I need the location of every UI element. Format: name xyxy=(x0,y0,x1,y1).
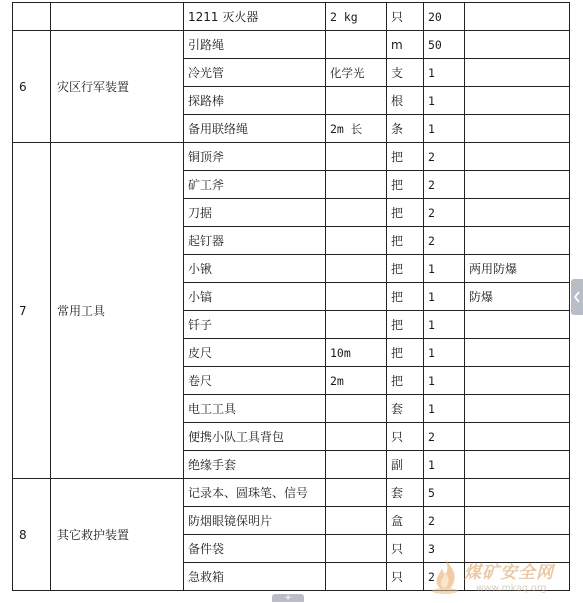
item-note-cell xyxy=(465,479,570,507)
site-watermark xyxy=(428,556,578,600)
item-spec-cell xyxy=(326,143,387,171)
item-note-cell xyxy=(465,507,570,535)
item-name-cell: 钎子 xyxy=(184,311,326,339)
item-spec-cell xyxy=(326,283,387,311)
item-note-cell: 防爆 xyxy=(465,283,570,311)
item-note-cell xyxy=(465,143,570,171)
item-quantity-cell: 1 xyxy=(424,59,465,87)
item-quantity-cell: 3 xyxy=(424,535,465,563)
item-note-cell xyxy=(465,3,570,31)
equipment-table xyxy=(12,2,570,591)
item-name-cell: 电工工具 xyxy=(184,395,326,423)
item-quantity-cell: 1 xyxy=(424,339,465,367)
item-quantity-cell: 1 xyxy=(424,451,465,479)
item-unit-cell: 把 xyxy=(387,171,424,199)
item-unit-cell: 根 xyxy=(387,87,424,115)
item-name-cell: 急救箱 xyxy=(184,563,326,591)
item-spec-cell xyxy=(326,199,387,227)
item-spec-cell: 10m xyxy=(326,339,387,367)
item-quantity-cell: 50 xyxy=(424,31,465,59)
item-unit-cell: 只 xyxy=(387,3,424,31)
item-note-cell xyxy=(465,59,570,87)
table-row xyxy=(13,31,570,59)
item-name-cell: 铜顶斧 xyxy=(184,143,326,171)
item-unit-cell: 把 xyxy=(387,199,424,227)
item-name-cell: 起钉器 xyxy=(184,227,326,255)
item-note-cell xyxy=(465,31,570,59)
item-note-cell: 两用防爆 xyxy=(465,255,570,283)
item-spec-cell xyxy=(326,451,387,479)
item-name-cell: 引路绳 xyxy=(184,31,326,59)
group-number-cell xyxy=(13,3,51,31)
item-spec-cell xyxy=(326,255,387,283)
item-unit-cell: 副 xyxy=(387,451,424,479)
item-name-cell: 探路棒 xyxy=(184,87,326,115)
item-note-cell xyxy=(465,367,570,395)
group-category-cell: 其它救护装置 xyxy=(51,479,184,591)
item-spec-cell: 2m 长 xyxy=(326,115,387,143)
item-quantity-cell: 1 xyxy=(424,115,465,143)
item-unit-cell: 只 xyxy=(387,563,424,591)
item-unit-cell: 把 xyxy=(387,143,424,171)
item-spec-cell xyxy=(326,507,387,535)
group-number-cell: 8 xyxy=(13,479,51,591)
side-collapse-tab[interactable] xyxy=(571,279,583,315)
item-name-cell: 卷尺 xyxy=(184,367,326,395)
item-name-cell: 小镐 xyxy=(184,283,326,311)
item-name-cell: 备用联络绳 xyxy=(184,115,326,143)
add-row-tab[interactable] xyxy=(272,594,304,602)
item-spec-cell: 2 kg xyxy=(326,3,387,31)
item-unit-cell: 把 xyxy=(387,227,424,255)
item-unit-cell: 只 xyxy=(387,535,424,563)
item-unit-cell: 只 xyxy=(387,423,424,451)
item-name-cell: 刀据 xyxy=(184,199,326,227)
item-quantity-cell: 2 xyxy=(424,143,465,171)
item-unit-cell: 把 xyxy=(387,255,424,283)
item-spec-cell: 2m xyxy=(326,367,387,395)
item-note-cell xyxy=(465,227,570,255)
item-quantity-cell: 2 xyxy=(424,507,465,535)
item-note-cell xyxy=(465,311,570,339)
item-quantity-cell: 2 xyxy=(424,199,465,227)
item-spec-cell xyxy=(326,31,387,59)
item-unit-cell: 把 xyxy=(387,339,424,367)
item-name-cell: 1211 灭火器 xyxy=(184,3,326,31)
item-unit-cell: m xyxy=(387,31,424,59)
item-name-cell: 记录本、圆珠笔、信号 xyxy=(184,479,326,507)
item-spec-cell xyxy=(326,479,387,507)
item-quantity-cell: 2 xyxy=(424,171,465,199)
item-note-cell xyxy=(465,87,570,115)
item-quantity-cell: 5 xyxy=(424,479,465,507)
item-unit-cell: 把 xyxy=(387,367,424,395)
item-unit-cell: 盒 xyxy=(387,507,424,535)
item-name-cell: 便携小队工具背包 xyxy=(184,423,326,451)
item-name-cell: 小锹 xyxy=(184,255,326,283)
table-row xyxy=(13,3,570,31)
item-quantity-cell: 1 xyxy=(424,255,465,283)
item-spec-cell xyxy=(326,395,387,423)
item-name-cell: 冷光管 xyxy=(184,59,326,87)
item-quantity-cell: 2 xyxy=(424,423,465,451)
item-quantity-cell: 1 xyxy=(424,283,465,311)
item-spec-cell xyxy=(326,311,387,339)
item-unit-cell: 把 xyxy=(387,311,424,339)
table-row xyxy=(13,143,570,171)
item-name-cell: 矿工斧 xyxy=(184,171,326,199)
item-note-cell xyxy=(465,171,570,199)
group-category-cell: 灾区行军装置 xyxy=(51,31,184,143)
item-unit-cell: 支 xyxy=(387,59,424,87)
table-row xyxy=(13,479,570,507)
item-quantity-cell: 1 xyxy=(424,311,465,339)
plus-icon: + xyxy=(284,593,292,603)
item-quantity-cell: 1 xyxy=(424,395,465,423)
item-name-cell: 皮尺 xyxy=(184,339,326,367)
item-quantity-cell: 2 xyxy=(424,563,465,591)
item-unit-cell: 套 xyxy=(387,395,424,423)
item-unit-cell: 把 xyxy=(387,283,424,311)
watermark-title: 煤矿安全网 xyxy=(464,563,554,583)
item-note-cell xyxy=(465,339,570,367)
item-spec-cell xyxy=(326,171,387,199)
item-unit-cell: 条 xyxy=(387,115,424,143)
flame-logo-icon xyxy=(428,556,462,596)
item-note-cell xyxy=(465,395,570,423)
item-quantity-cell: 1 xyxy=(424,87,465,115)
item-note-cell xyxy=(465,115,570,143)
group-number-cell: 7 xyxy=(13,143,51,479)
chevron-left-icon xyxy=(573,290,581,304)
item-unit-cell: 套 xyxy=(387,479,424,507)
item-name-cell: 防烟眼镜保明片 xyxy=(184,507,326,535)
item-spec-cell xyxy=(326,87,387,115)
item-quantity-cell: 2 xyxy=(424,227,465,255)
group-number-cell: 6 xyxy=(13,31,51,143)
item-name-cell: 备件袋 xyxy=(184,535,326,563)
item-quantity-cell: 1 xyxy=(424,367,465,395)
group-category-cell xyxy=(51,3,184,31)
item-name-cell: 绝缘手套 xyxy=(184,451,326,479)
watermark-url: www.mkaq.org xyxy=(476,583,547,594)
group-category-cell: 常用工具 xyxy=(51,143,184,479)
item-note-cell xyxy=(465,451,570,479)
item-spec-cell xyxy=(326,227,387,255)
item-spec-cell xyxy=(326,535,387,563)
item-note-cell xyxy=(465,199,570,227)
item-spec-cell: 化学光 xyxy=(326,59,387,87)
item-note-cell xyxy=(465,423,570,451)
item-spec-cell xyxy=(326,423,387,451)
item-spec-cell xyxy=(326,563,387,591)
equipment-table-body xyxy=(13,3,570,591)
item-quantity-cell: 20 xyxy=(424,3,465,31)
